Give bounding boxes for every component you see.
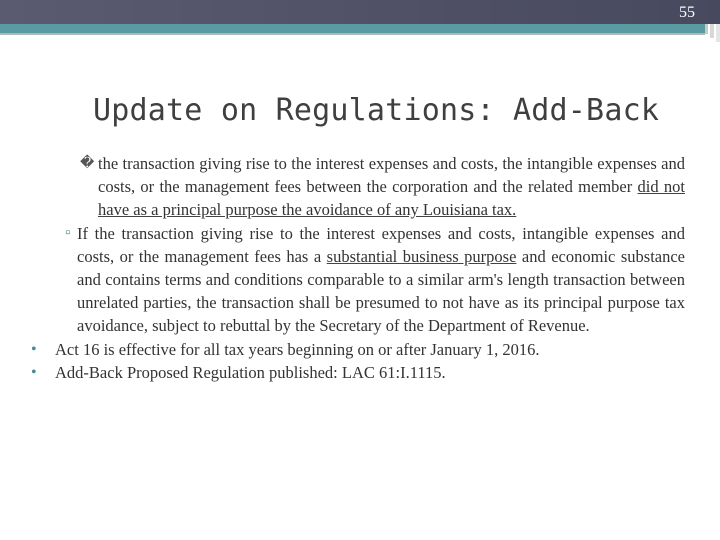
list-item <box>31 338 685 361</box>
bullet-icon: • <box>31 340 37 358</box>
item-text: Add-Back Proposed Regulation published: LAC 61:I.1115. <box>55 362 446 382</box>
decorative-rail <box>705 24 708 34</box>
list-item <box>31 361 685 384</box>
accent-band <box>0 24 705 33</box>
item-text: and economic substance and contains terms and conditions comparable to a similar arm's length transaction between unrelated parties, the transaction shall be presumed to not have as its principal purpose tax avoidance, subject to rebuttal by the Secretary of the Department of Revenue. <box>77 246 685 336</box>
list-item <box>80 152 685 222</box>
item-text: If the transaction giving rise to the interest expenses and costs, intangible expenses and costs, or the management fees has a <box>77 223 685 266</box>
underlined-text: substantial business purpose <box>326 246 517 266</box>
slide-body <box>0 152 720 384</box>
list-item <box>65 222 685 338</box>
square-bullet-icon: ▫ <box>65 224 71 241</box>
band-shadow <box>0 33 705 35</box>
decorative-rail <box>710 24 714 38</box>
item-text: Act 16 is effective for all tax years beginning on or after January 1, 2016. <box>55 339 540 359</box>
decorative-rail <box>716 24 720 42</box>
slide-title: Update on Regulations: Add-Back <box>93 93 660 128</box>
underlined-text: did not have as a principal purpose the avoidance of any Louisiana tax. <box>98 177 685 220</box>
page-number: 55 <box>679 4 695 21</box>
item-text: the transaction giving rise to the interest expenses and costs, the intangible expenses and costs, or the management fees between the corporation and the related member <box>98 154 685 197</box>
header-bar <box>0 0 720 24</box>
missing-glyph-icon: � <box>80 156 95 171</box>
bullet-icon: • <box>31 363 37 381</box>
